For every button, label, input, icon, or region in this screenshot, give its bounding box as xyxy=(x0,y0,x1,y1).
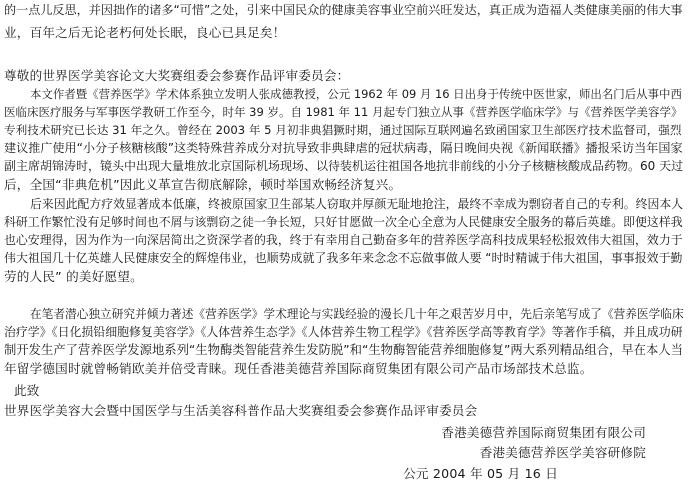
signature-institute: 香港美德营养医学美容研修院 xyxy=(479,445,646,460)
signature-date: 公元 2004 年 05 月 16 日 xyxy=(403,466,558,481)
body-line-1: 本文作者暨《营养医学》学术体系独立发明人张成德教授，公元 1962 年 09 月 16 日出身于传统中医世家，师出名门后从事中西 xyxy=(30,87,682,101)
body-line-4: 建议推广使用“小分子核糖核酸”这类特殊营养成分对抗导致非典肆虐的冠状病毒，隔日晚间央视《新闻联播》播报采访当年国家 xyxy=(4,141,683,155)
body-line-11: 劳的人民” 的美好愿望。 xyxy=(4,269,143,284)
body-line-2: 医临床医疗服务与军事医学教研工作至今，时年 39 岁。自 1981 年 11 月起专门独立从事《营养医学临床学》与《营养医学美容学》 xyxy=(4,105,683,119)
addressee-committee: 世界医学美容大会暨中国医学与生活美容科普作品大奖赛组委会参赛作品评审委员会 xyxy=(4,403,478,418)
closing-cizhi: 此致 xyxy=(14,383,40,398)
body-line-15: 年留学德国时就曾畅销欧美并倍受青睐。现任香港美德营养国际商贸集团有限公司产品市场部技术总监。 xyxy=(4,361,593,376)
body-line-6: 后，全国“非典危机”因此义革宣告彻底解除，顿时举国欢畅经济复兴。 xyxy=(4,177,402,192)
body-line-14: 制开发生产了营养医学发源地系列“生物酶类智能营养生发防脱”和“生物酶智能营养细胞修复”两大系列精品组合，早在本人当 xyxy=(4,343,683,357)
body-line-5: 副主席胡锦涛时，镜头中出现大量堆放北京国际机场现场、以待装机运往祖国各地抗非前线的小分子核糖核酸成品药物。60 天过 xyxy=(4,159,684,173)
body-line-8: 科研工作繁忙没有足够时间也不屑与该剽窃之徒一争长短，只好甘愿做一次全心全意为人民健康安全服务的幕后英雄。即便这样我 xyxy=(4,215,683,229)
body-line-10: 伟大祖国几十亿英雄人民健康安全的辉煌伟业，也顺势成就了我多年来念念不忘做事做人要 “时时精诚于伟大祖国，事事报效于勤 xyxy=(4,251,683,265)
body-line-9: 也心安理得，因为作为一向深居简出之资深学者的我，终于有幸用自己勤奋多年的营养医学高科技成果轻松报效伟大祖国，效力于 xyxy=(4,233,683,247)
body-line-12: 在笔者潜心独立研究并倾力著述《营养医学》学术理论与实践经验的漫长几十年之艰苦岁月中，先后亲笔写成了《营养医学临床 xyxy=(30,307,684,321)
body-line-13: 治疗学》《日化损铅细胞修复美容学》《人体营养生态学》《人体营养生物工程学》《营养医学高等教育学》等著作手稿，并且成功研 xyxy=(4,325,683,339)
intro-line-1: 的一点儿反思，并因拙作的诸多“可惜”之处，引来中国民众的健康美容事业空前兴旺发达，真正成为造福人类健康美丽的伟大事 xyxy=(4,3,683,17)
signature-company: 香港美德营养国际商贸集团有限公司 xyxy=(441,425,646,440)
intro-line-2: 业，百年之后无论老朽何处长眠，良心已具足矣！ xyxy=(4,25,286,40)
body-line-3: 专利技术研究已长达 31 年之久。曾经在 2003 年 5 月初非典猖獗时期，通过国际互联网遍名致函国家卫生部医疗技术监督司，强烈 xyxy=(4,123,682,137)
body-line-7: 后来因此配方疗效显著成本低廉，终被原国家卫生部某人窃取并厚颜无耻地抢注，最终不幸成为剽窃者自己的专利。终因本人 xyxy=(30,197,684,211)
salutation: 尊敬的世界医学美容论文大奖赛组委会参赛作品评审委员会： xyxy=(4,68,350,83)
